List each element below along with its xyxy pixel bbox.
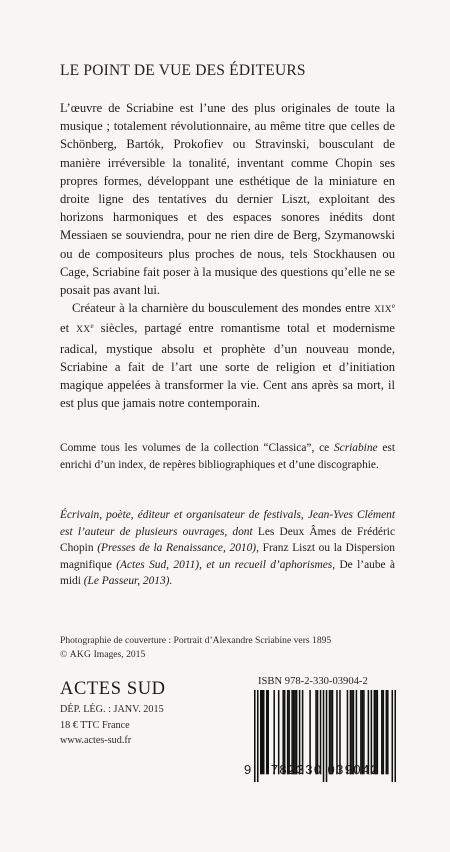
price: 18 € TTC France [60,719,130,731]
barcode-first-digit: 9 [244,762,252,777]
collection-paragraph [60,440,395,473]
text-run: est enrichi d’un index, de repères bibliographiques et d’une discographie. [60,442,395,471]
publisher-name: ACTES SUD [60,679,166,699]
superscript: e [90,322,94,331]
text-run: Images, 2015 [91,649,146,661]
website: www.actes-sud.fr [60,735,132,747]
agency-name: AKG [69,650,92,661]
text-run: Les Deux Âmes de Frédéric Chopin [60,525,395,555]
book-title-italic: Scriabine [333,442,378,454]
text-run: (Actes Sud, 2011), et un recueil d’aphorismes, [116,558,336,571]
century-roman-19: XIX [374,305,392,316]
text-run: (Presses de la Renaissance, 2010), [97,542,259,555]
century-roman-20: XX [76,325,91,336]
isbn-label: ISBN 978-2-330-03904-2 [258,676,368,687]
publisher-info [60,702,164,749]
text-run: De l’aube à midi [60,558,395,588]
description-paragraph-1: L’œuvre de Scriabine est l’une des plus originales de toute la musique ; totalement révolutionnaire, au même titre que celles de Schönberg, Bartók, Prokofiev ou Stravinski, bousculant de manière irréversible la tonalité, inventant comme Chopin ses propres formes, développant une esthétique de la miniature en droite ligne des tentatives du dernier Liszt, exploitant des horizons harmoniques et des espaces sonores inédits dont Messiaen se souviendra, pour ne rien dire de Berg, Szymanowski ou de compositeurs plus proches de nous, tels Stockhausen ou Cage, Scriabine fait poser à la musique des questions qu’elle ne se posait pas avant lui. [60,101,395,298]
photo-credit [60,634,400,663]
text-run: Franz Liszt ou la Dispersion magnifique [60,542,395,571]
author-bio [60,507,395,590]
legal-deposit: DÉP. LÉG. : JANV. 2015 [60,704,164,715]
text-run: siècles, partagé entre romantisme total et modernisme radical, mystique absolu et prophète d’un nouveau monde, Scriabine a fait de l’art une sorte de religion et d’initiation magique appelées à transformer la vie. Cent ans après sa mort, il est plus que jamais notre contemporain. [60,321,395,411]
text-run: © [60,649,70,661]
section-heading: LE POINT DE VUE DES ÉDITEURS [60,62,306,79]
text-run: et [60,321,77,336]
text-run: Créateur à la charnière du bousculement des mondes entre [72,301,375,316]
collection-note [60,440,395,473]
description-block [60,99,395,412]
superscript: e [391,302,395,311]
text-run: Comme tous les volumes de la collection “Classica”, ce [60,442,334,454]
text-run: (Le Passeur, 2013). [83,575,173,588]
barcode-digits: 782330 039042 [270,762,380,777]
author-bio-paragraph [60,507,395,590]
credit-line: Photographie de couverture : Portrait d’Alexandre Scriabine vers 1895 [60,635,332,646]
copyright-line [60,648,400,662]
description-paragraph-2 [60,299,395,412]
text-run: Écrivain, poète, éditeur et organisateur de festivals, Jean-Yves Clément est l’auteur de plusieurs ouvrages, dont [60,509,395,538]
